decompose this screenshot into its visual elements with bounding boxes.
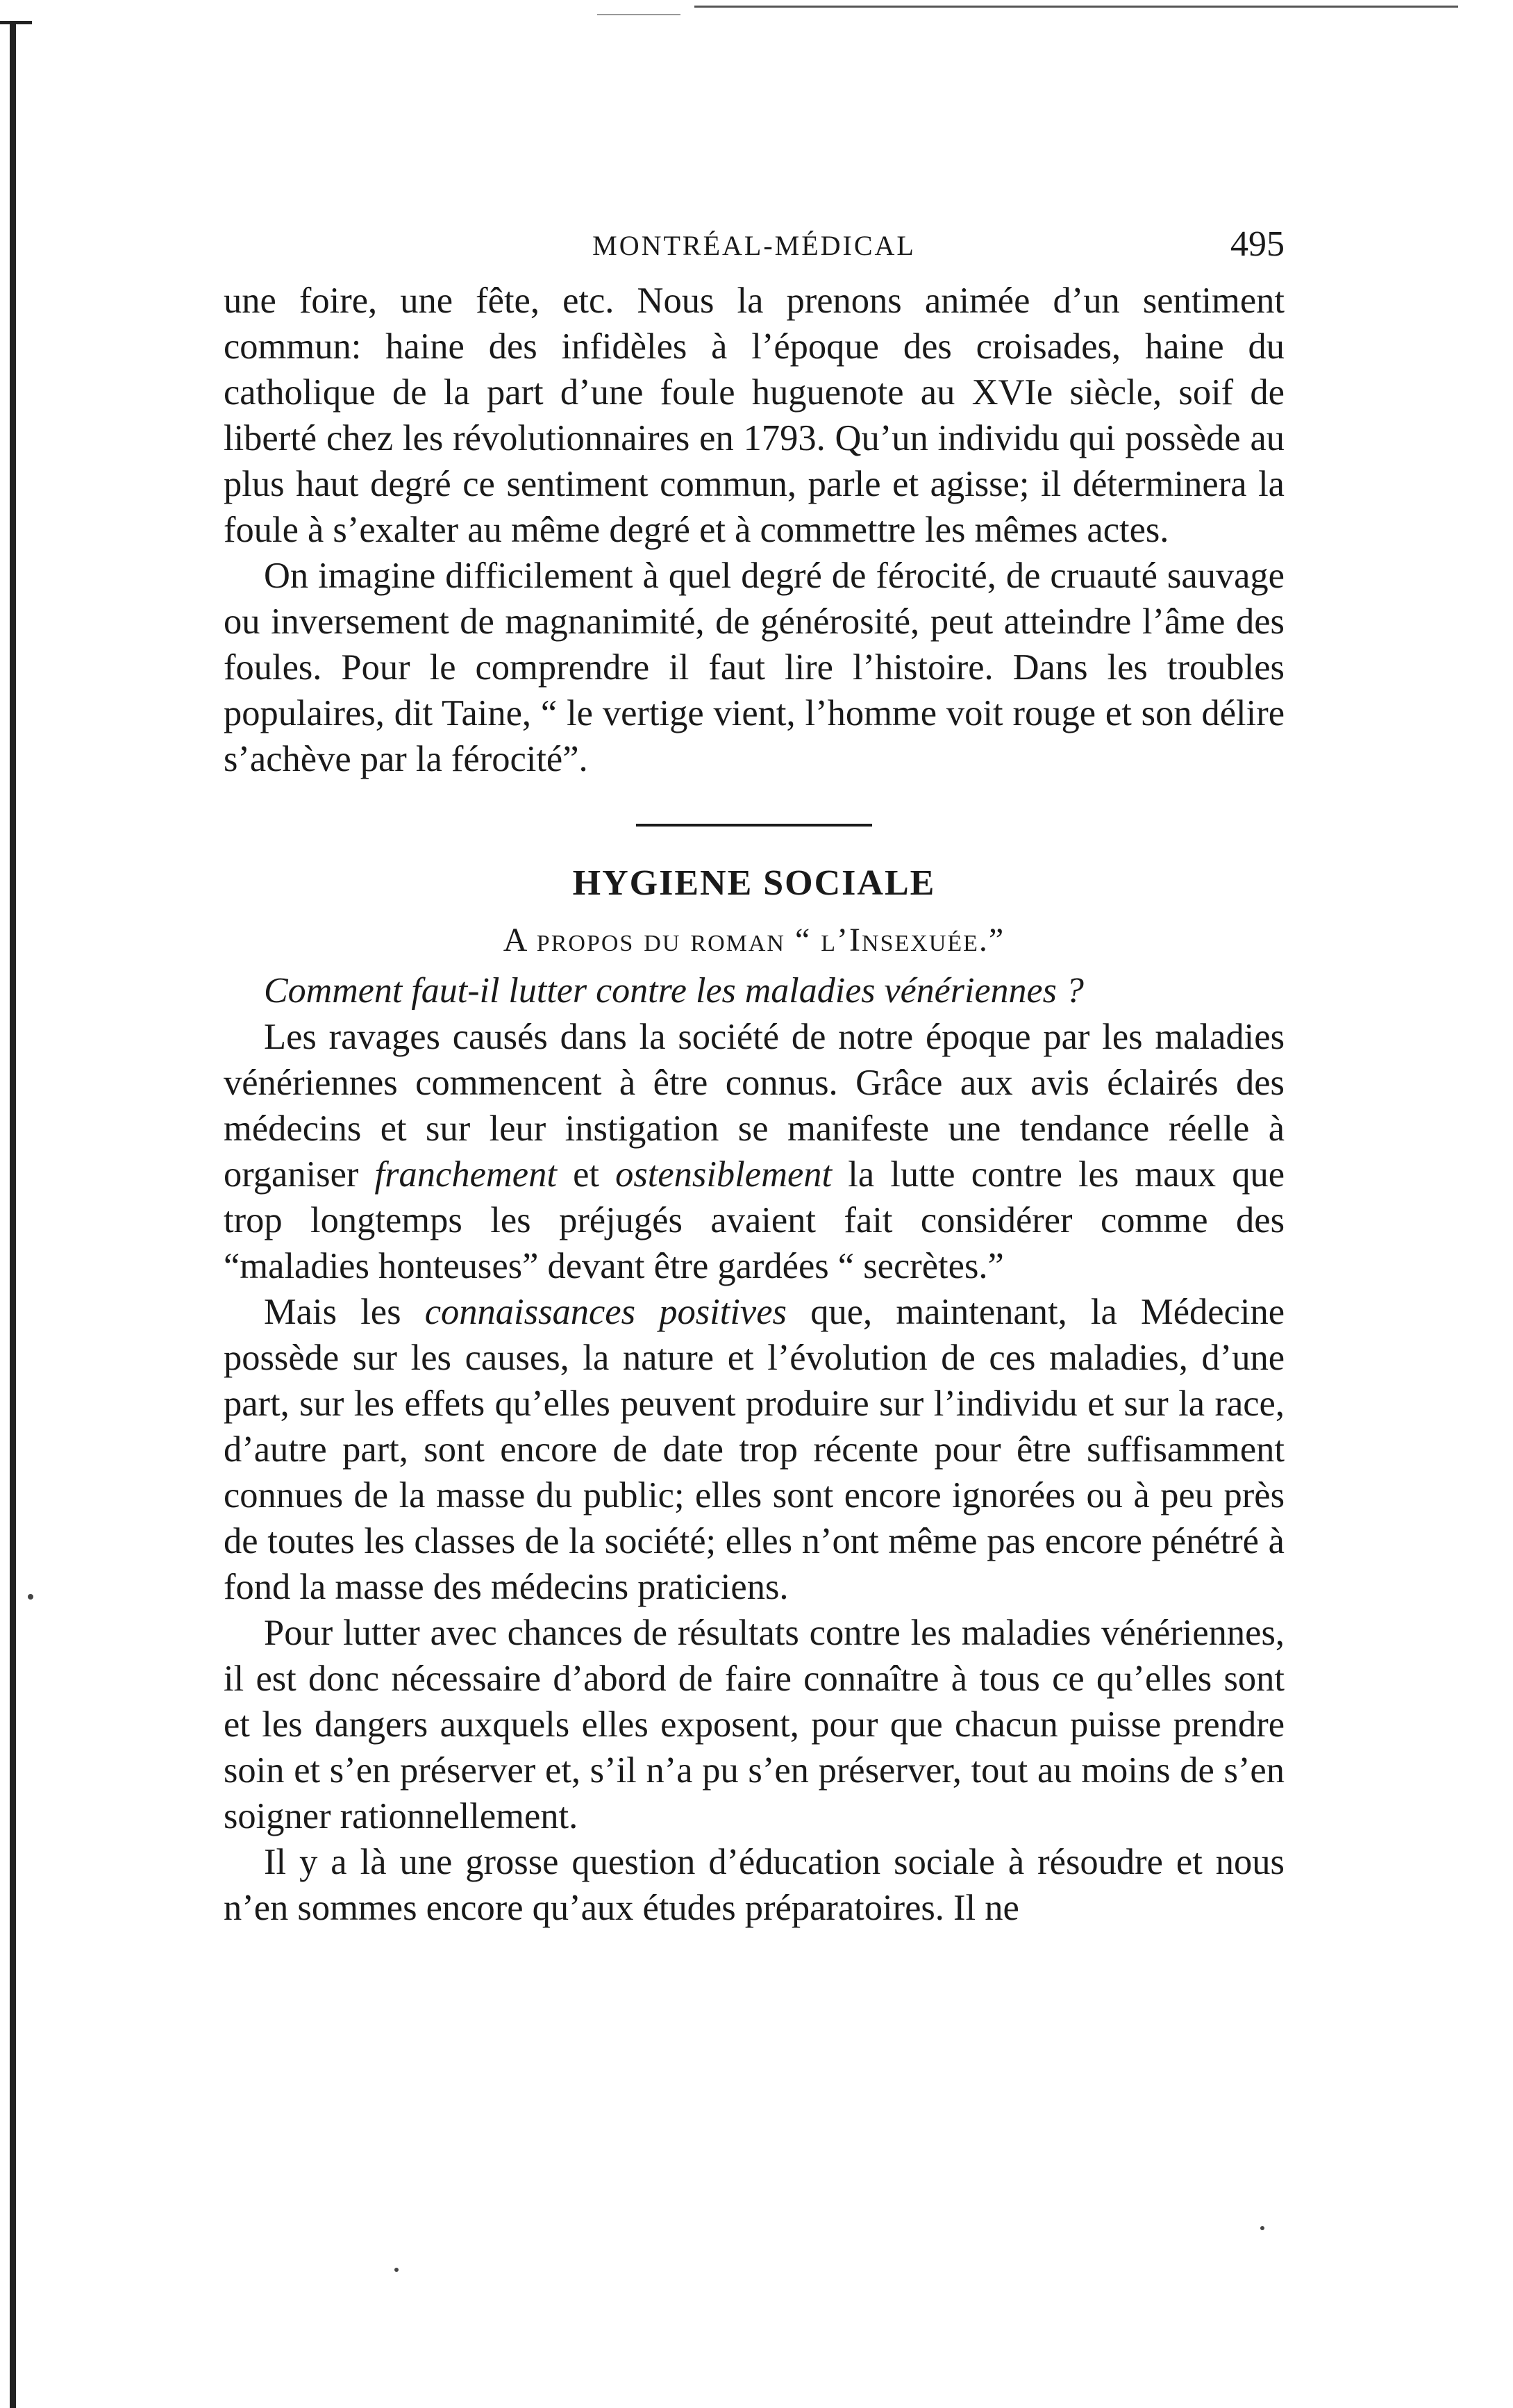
scan-speck (1260, 2226, 1264, 2230)
scan-edge-tick (0, 21, 32, 24)
paragraph-ravages (224, 1014, 1285, 1289)
paragraph-continued: une foire, une fête, etc. Nous la prenons animée d’un sentiment commun: haine des infidèles à l’époque des croisades, haine du catholique de la part d’une foule huguenote au XVIe siècle, soif de liberté chez les révolutionnaires en 1793. Qu’un individu qui possède au plus haut degré ce sentiment commun, parle et agisse; il déterminera la foule à s’exalter au même degré et à commettre les mêmes actes. (224, 281, 1285, 550)
emphasis-text: connaissances positives (424, 1292, 787, 1332)
emphasis-text: ostensiblement (615, 1154, 833, 1195)
running-title: MONTRÉAL-MÉDICAL (592, 230, 916, 261)
scan-speck (394, 2268, 399, 2272)
scan-top-edge-fragment (597, 14, 680, 15)
page-number: 495 (1230, 224, 1285, 264)
paragraph-education: Il y a là une grosse question d’éducation sociale à résoudre et nous n’en sommes encore qu’aux études préparatoires. Il ne (224, 1842, 1285, 1928)
emphasis-text: franchement (374, 1154, 557, 1195)
scan-top-edge (694, 6, 1458, 8)
scan-speck (28, 1594, 33, 1600)
paragraph-ferocity: On imagine difficilement à quel degré de férocité, de cruauté sauvage ou inversement de magnanimité, de générosité, peut atteindre l’âme des foules. Pour le comprendre il faut lire l’histoire. Dans les troubles populaires, dit Taine, “ le vertige vient, l’homme voit rouge et son délire s’achève par la férocité”. (224, 556, 1285, 779)
section-separator (636, 824, 872, 827)
paragraph-connaissances (224, 1289, 1285, 1610)
paragraph-text: la lutte contre les maux que trop longtemps les préjugés avaient fait considérer comme des “maladies honteuses” devant être gardées “ secrètes.” (224, 1154, 1285, 1286)
paragraph-lutter: Pour lutter avec chances de résultats contre les maladies vénériennes, il est donc nécessaire d’abord de faire connaître à tous ce qu’elles sont et les dangers auxquels elles exposent, pour que chacun puisse prendre soin et s’en préserver et, s’il n’a pu s’en préserver, tout au moins de s’en soigner rationnellement. (224, 1613, 1285, 1836)
paragraph-text: et (556, 1154, 616, 1195)
page-body (224, 208, 1285, 1931)
section-subtitle: A propos du roman “ l’Insexuée.” (503, 922, 1005, 958)
paragraph-text: Les ravages causés dans la société de notre époque par les maladies vénériennes commencent à être connus. Grâce aux avis éclairés des médecins et sur leur instigation se manifeste une tendance réelle à organiser (224, 1017, 1285, 1195)
running-head (224, 208, 1285, 278)
section-question: Comment faut-il lutter contre les maladies vénériennes ? (264, 971, 1084, 1011)
paragraph-text: Mais les (264, 1292, 425, 1332)
section-title: HYGIENE SOCIALE (572, 863, 936, 903)
scan-binding-edge (10, 21, 16, 2408)
paragraph-text: que, maintenant, la Médecine possède sur les causes, la nature et l’évolution de ces maladies, d’une part, sur les effets qu’elles peuvent produire sur l’individu et sur la race, d’autre part, sont encore de date trop récente pour être suffisamment connues de la masse du public; elles sont encore ignorées ou à peu près de toutes les classes de la société; elles n’ont même pas encore pénétré à fond la masse des médecins praticiens. (224, 1292, 1285, 1607)
